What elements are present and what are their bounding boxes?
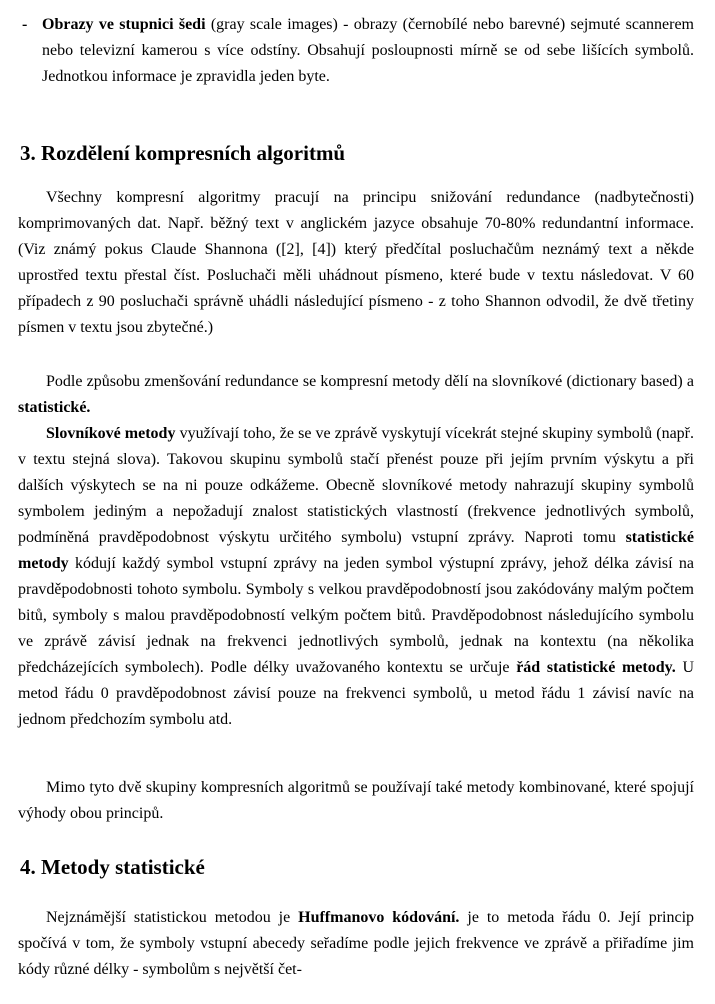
statisticke-metody-term: statistické metody [18,529,694,572]
paragraph-3-text-2: kódují každý symbol vstupní zprávy na jeden symbol výstupní zprávy, jehož délka závisí na pravděpodobnosti tohoto symbolu. Symboly s velkou pravděpodobností jsou zakódovány malým počtem bitů, symboly s malou pravděpodobností velkým počtem bitů. Pravděpodobnost následujícího symbolu ve zprávě závisí jednak na frekvenci jednotlivých symbolů, jednak na kontextu (na několika předcházejících symbolech). Podle délky uvažovaného kontextu se určuje [18,555,694,676]
bullet-description: (gray scale images) - obrazy (černobílé nebo barevné) sejmuté scannerem nebo televizní kamerou s více odstíny. Obsahují posloupnosti mírně se od sebe lišících symbolů. Jednotkou informace je zpravidla jeden byte. [42,16,695,85]
bullet-mark: - [22,16,28,33]
bullet-item [22,12,694,90]
paragraph-3-text-3: U metod řádu 0 pravděpodobnost závisí pouze na frekvenci symbolů, u metod řádu 1 závisí navíc na jednom předchozím symbolu atd. [18,659,695,728]
section-4-text-1: Nejznámější statistickou metodou je [46,909,299,926]
bullet-term: Obrazy ve stupnici šedi [42,16,206,33]
section-3-paragraph-3 [18,421,694,733]
huffman-term: Huffmanovo kódování. [298,909,460,926]
paragraph-2-text: Podle způsobu zmenšování redundance se kompresní metody dělí na slovníkové (dictionary based) a [46,373,694,390]
section-3-paragraph-1: Všechny kompresní algoritmy pracují na principu snižování redundance (nadbytečnosti) komprimovaných dat. Např. běžný text v anglickém jazyce obsahuje 70-80% redundantní informace. (Viz známý pokus Claude Shannona ([2], [4]) který předčítal posluchačům neznámý text a někde uprostřed textu přestal číst. Posluchači měli uhádnout písmeno, které bude v textu následovat. V 60 případech z 90 posluchači správně uhádli následující písmeno - z toho Shannon odvodil, že dvě třetiny písmen v textu jsou zbytečné.) [18,189,694,336]
section-3-heading: 3. Rozdělení kompresních algoritmů [20,141,346,165]
paragraph-2-bold: statistické. [18,399,91,416]
paragraph-3-text-1: využívají toho, že se ve zprávě vyskytují vícekrát stejné skupiny symbolů (např. v textu stejná slova). Takovou skupinu symbolů stačí přenést pouze při jejím prvním výskytu a při dalších výskytech se na ni pouze odkážeme. Obecně slovníkové metody nahrazují skupiny symbolů symbolem jediným a nepožadují znalost statistických vlastností (frekvence jednotlivých symbolů, podmíněná pravděpodobnost výskytu určitého symbolu) vstupní zprávy. Naproti tomu [18,425,695,546]
rad-statisticke-metody-term: řád statistické metody. [516,659,676,676]
section-4-paragraph-1 [18,905,694,983]
section-4-text-2: je to metoda řádu 0. Její princip spočívá v tom, že symboly vstupní abecedy seřadíme podle jejich frekvence ve zprávě a přiřadíme jim kódy různé délky - symbolům s největší čet- [18,909,695,978]
bullet-text [42,12,694,90]
section-4-heading: 4. Metody statistické [20,855,205,879]
slovnikove-metody-term: Slovníkové metody [46,425,176,442]
section-3-paragraph-2 [18,369,694,421]
section-3-paragraph-4: Mimo tyto dvě skupiny kompresních algoritmů se používají také metody kombinované, které spojují výhody obou principů. [18,779,694,822]
